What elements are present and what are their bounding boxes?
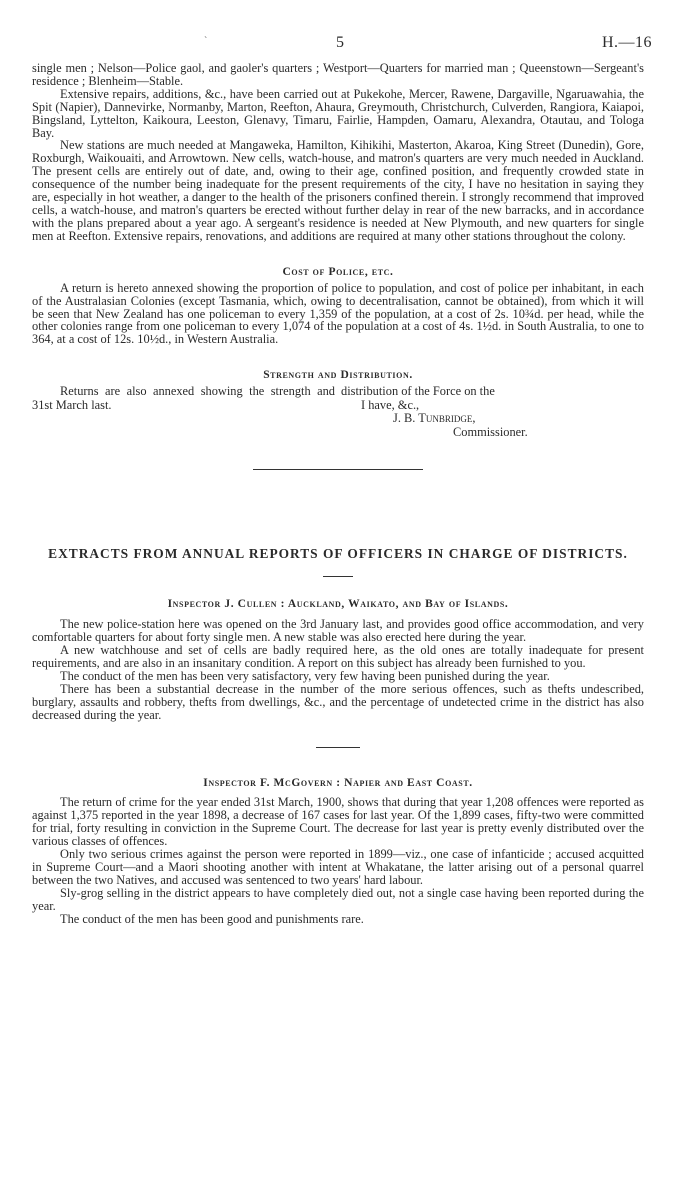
- strength-body: [32, 385, 644, 439]
- cullen-report: [32, 597, 644, 721]
- strength-right-column: [335, 385, 644, 439]
- strength-heading: Strength and Distribution.: [263, 369, 413, 382]
- intro-section: [32, 62, 644, 243]
- mcgovern-paragraph-3: Sly-grog selling in the district appears to have completely died out, not a single case having been reported during the year.: [32, 885, 644, 913]
- section-divider: [253, 469, 423, 470]
- cost-section: [32, 265, 644, 347]
- report-divider: [316, 747, 360, 748]
- cullen-heading: Inspector J. Cullen : Auckland, Waikato, and Bay of Islands.: [167, 598, 509, 611]
- cullen-paragraph-2: A new watchhouse and set of cells are badly required here, as the old ones are totally inadequate for present requirements, and are also in an insanitary condition. A report on this subject has already been furnished to you.: [32, 643, 644, 670]
- cullen-paragraph-1: The new police-station here was opened on the 3rd January last, and provides good office accommodation, and very comfortable quarters for about forty single men. A new stable was also erected here during the year.: [32, 617, 644, 645]
- mcgovern-heading: Inspector F. McGovern : Napier and East Coast.: [203, 777, 473, 790]
- mcgovern-report: [32, 776, 644, 925]
- signatory-name: J. B. Tunbridge,: [393, 411, 476, 426]
- strength-section: [32, 368, 644, 439]
- extracts-title: EXTRACTS FROM ANNUAL REPORTS OF OFFICERS IN CHARGE OF DISTRICTS.: [48, 546, 628, 562]
- signatory-title: Commissioner.: [453, 424, 528, 439]
- cost-paragraph: A return is hereto annexed showing the proportion of police to population, and cost of police per inhabitant, in each of the Australasian Colonies (except Tasmania, which, owing to decentralisation, cannot be obtained), from which it will be seen that New Zealand has one policeman to every 1,359 of the population, at a cost of 2s. 10¾d. per head, while the other colonies range from one policeman to every 1,074 of the population at a cost of 4s. 1½d. in South Australia, to one to 364, at a cost of 12s. 10½d., in Western Australia.: [32, 280, 644, 347]
- document-reference: H.—16: [601, 34, 652, 51]
- closing-phrase: I have, &c.,: [361, 397, 420, 412]
- cost-heading: Cost of Police, etc.: [282, 265, 394, 278]
- intro-paragraph-3: New stations are much needed at Mangaweka, Hamilton, Kihikihi, Masterton, Akaroa, King Street (Dunedin), Gore, Roxburgh, Waikouaiti, and Arrowtown. New cells, watch-house, and matron's quarters are very much needed in Auckland. The present cells are entirely out of date, and, owing to their age, confined position, and frequently crowded state in consequence of the number being inadequate for the present requirements of the city, I have no hesitation in saying they are, especially in hot weather, a danger to the health of the prisoners confined therein. I strongly recommend that improved cells, a watch-house, and matron's quarters be erected without further delay in rear of the new barracks, and in accordance with the plans prepared about a year ago. A sergeant's residence is needed at New Plymouth, and new quarters for single men at Reefton. Extensive repairs, renovations, and additions are required at many other stations throughout the colony.: [32, 138, 644, 243]
- page-header: [32, 34, 652, 62]
- cullen-paragraph-3: The conduct of the men has been very satisfactory, very few having been punished during the year.: [60, 668, 550, 683]
- document-page: [32, 34, 652, 926]
- strength-right-text: distribution of the Force on the: [341, 384, 495, 399]
- intro-paragraph-2: Extensive repairs, additions, &c., have been carried out at Pukekohe, Mercer, Rawene, Dargaville, Ngaruawahia, the Spit (Napier), Dannevirke, Normanby, Marton, Reefton, Ahaura, Greymouth, Christchurch, Culverden, Rangiora, Kaiapoi, Bingsland, Lyttelton, Kaikoura, Leeston, Glenavy, Timaru, Fairlie, Hampden, Oamaru, Alexandra, Otautau, and Tologa Bay.: [32, 86, 644, 140]
- intro-paragraph-1: single men ; Nelson—Police gaol, and gaoler's quarters ; Westport—Quarters for married man ; Queenstown—Sergeant's residence ; Blenheim—Stable.: [32, 61, 644, 88]
- strength-left-text: Returns are also annexed showing the strength and 31st March last.: [32, 384, 335, 412]
- title-divider: [323, 576, 353, 577]
- stray-mark: `: [204, 36, 208, 47]
- page-number: 5: [336, 34, 344, 51]
- mcgovern-paragraph-1: The return of crime for the year ended 31st March, 1900, shows that during that year 1,208 offences were reported as against 1,375 reported in the year 1898, a decrease of 167 cases for last year. Of the 1,899 cases, fifty-two were committed for trial, forty resulting in conviction in the Supreme Court. The decrease for last year is pretty evenly distributed over the various classes of offences.: [32, 795, 644, 849]
- mcgovern-paragraph-4: The conduct of the men has been good and punishments rare.: [60, 911, 364, 926]
- cullen-paragraph-4: There has been a substantial decrease in the number of the more serious offences, such as thefts undescribed, burglary, assaults and robbery, thefts from dwellings, &c., and the percentage of undetected crime in the district has also decreased during the year.: [32, 681, 644, 722]
- mcgovern-paragraph-2: Only two serious crimes against the person were reported in 1899—viz., one case of infanticide ; accused acquitted in Supreme Court—and a Maori shooting another with intent at Whakatane, the latter arising out of a personal quarrel between the two Natives, and accused was sentenced to two years' hard labour.: [32, 847, 644, 887]
